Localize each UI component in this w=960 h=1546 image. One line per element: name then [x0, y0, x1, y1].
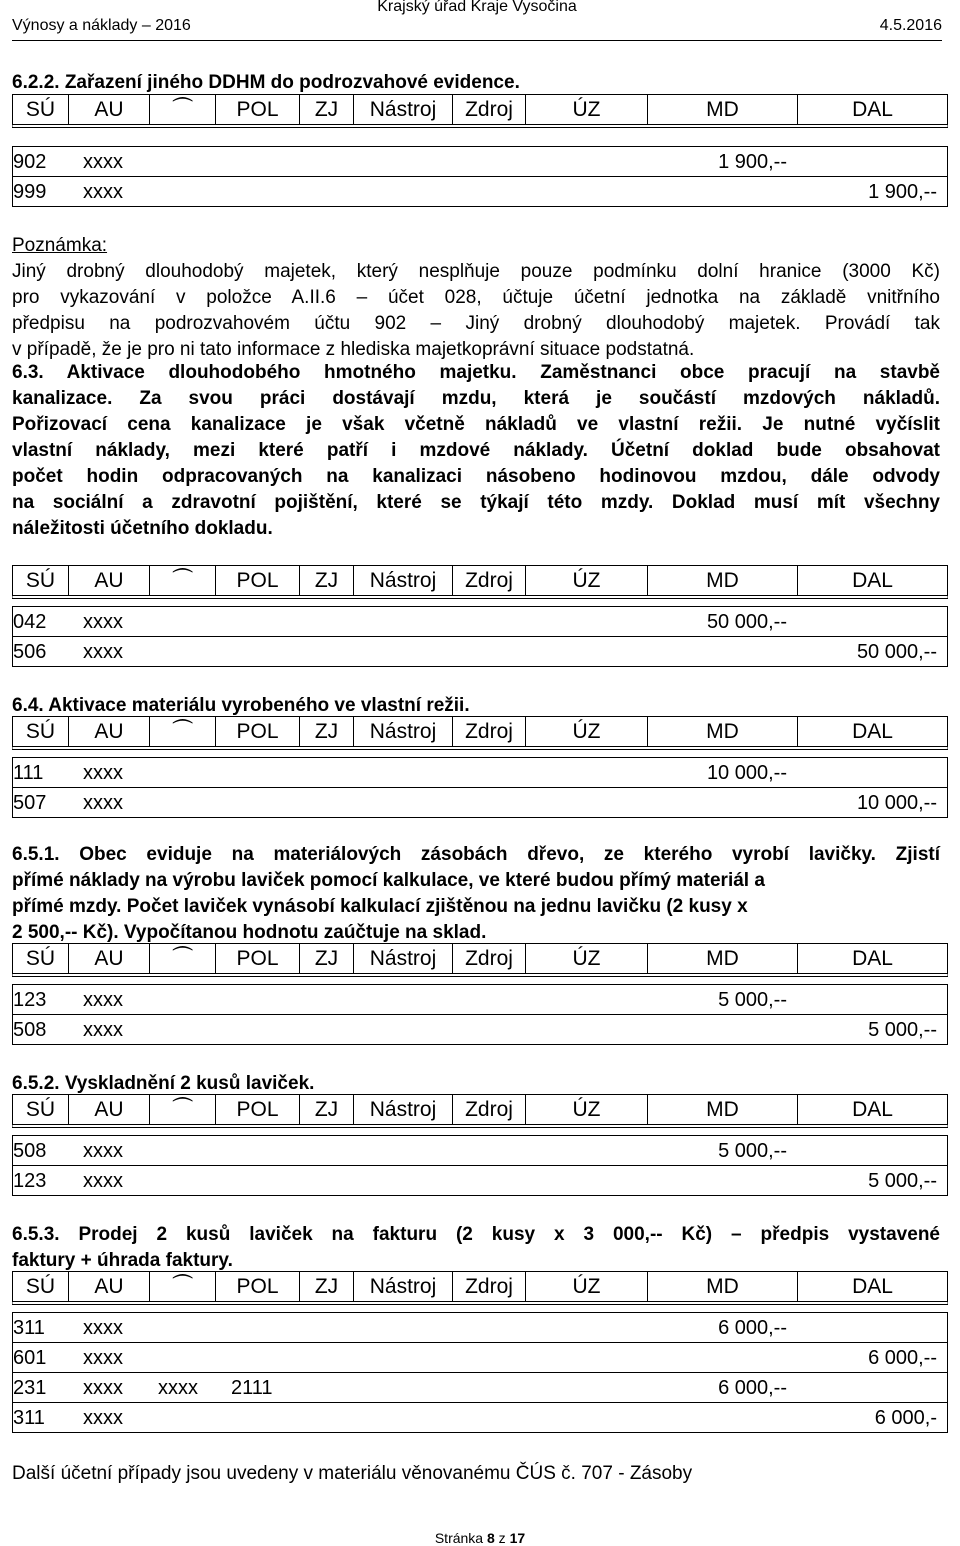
col-zj: ZJ — [300, 1272, 354, 1301]
col-su: SÚ — [13, 944, 69, 973]
cell-md: 1 900,-- — [718, 151, 787, 173]
table-row — [12, 1014, 948, 1045]
note-title: Poznámka: — [12, 235, 108, 256]
col-pol: POL — [216, 566, 300, 595]
text-line: vlastní náklady, mezi které patří i mzdové náklady. Účetní doklad bude obsahovat — [12, 440, 940, 461]
col-au: AU — [69, 944, 150, 973]
cell-md: 10 000,-- — [706, 762, 787, 784]
table-row — [12, 1372, 948, 1403]
text-line: Pořizovací cena kanalizace je však včetně nákladů ve vlastní režii. Je nutné vyčíslit — [12, 414, 940, 435]
text-line: přímé mzdy. Počet laviček vynásobí kalkulací zjištěnou na jednu lavičku (2 kusy x — [12, 896, 748, 917]
cell-au: xxxx — [83, 151, 123, 173]
section-title-622: 6.2.2. Zařazení jiného DDHM do podrozvahové evidence. — [12, 72, 520, 93]
col-md: MD — [648, 944, 798, 973]
col-md: MD — [648, 717, 798, 746]
col-md: MD — [648, 1095, 798, 1124]
table-header — [12, 1271, 948, 1305]
cell-au: xxxx — [83, 989, 123, 1011]
cell-au: xxxx — [83, 1317, 123, 1339]
col-zj: ZJ — [300, 95, 354, 124]
section-title-652: 6.5.2. Vyskladnění 2 kusů laviček. — [12, 1073, 315, 1094]
cell-su: 311 — [13, 1407, 45, 1429]
note-line: předpisu na podrozvahovém účtu 902 – Jiný drobný dlouhodobý majetek. Provádí tak — [12, 313, 940, 334]
cell-su: 508 — [13, 1019, 47, 1041]
col-zj: ZJ — [300, 1095, 354, 1124]
cell-au: xxxx — [83, 792, 123, 814]
col-su: SÚ — [13, 717, 69, 746]
cell-su: 231 — [13, 1377, 47, 1399]
cell-su: 123 — [13, 1170, 47, 1192]
col-nastroj: Nástroj — [354, 1272, 453, 1301]
col-uz: ÚZ — [526, 717, 648, 746]
text-line: 2 500,-- Kč). Vypočítanou hodnotu zaúčtuje na sklad. — [12, 922, 487, 943]
cell-au: xxxx — [83, 181, 123, 203]
table-row — [12, 176, 948, 207]
table-row — [12, 1342, 948, 1373]
cell-su: 123 — [13, 989, 47, 1011]
col-dal: DAL — [852, 719, 893, 743]
col-au: AU — [69, 95, 150, 124]
table-row — [12, 146, 948, 177]
col-au: AU — [69, 1095, 150, 1124]
col-nastroj: Nástroj — [354, 1095, 453, 1124]
cell-su: 506 — [13, 641, 47, 663]
cell-au: xxxx — [83, 762, 123, 784]
col-pol: POL — [216, 717, 300, 746]
cell-au: xxxx — [83, 1407, 123, 1429]
cell-su: 507 — [13, 792, 47, 814]
col-nastroj: Nástroj — [354, 95, 453, 124]
note-line: Jiný drobný dlouhodobý majetek, který nesplňuje pouze podmínku dolní hranice (3000 Kč) — [12, 261, 940, 282]
col-su: SÚ — [13, 1272, 69, 1301]
cell-md: 5 000,-- — [718, 1140, 787, 1162]
table-row — [12, 984, 948, 1015]
col-zj: ZJ — [300, 944, 354, 973]
col-pol: POL — [216, 1095, 300, 1124]
cell-au: xxxx — [83, 641, 123, 663]
text-line: přímé náklady na výrobu laviček pomocí kalkulace, ve které budou přímý materiál a — [12, 870, 765, 891]
table-row — [12, 1165, 948, 1196]
table-row — [12, 757, 948, 788]
text-line: kanalizace. Za svou práci dostávají mzdu, která je součástí mzdových nákladů. — [12, 388, 940, 409]
col-kick: ⏜ — [150, 566, 216, 595]
table-header — [12, 565, 948, 599]
col-dal: DAL — [852, 97, 893, 121]
section-title-64: 6.4. Aktivace materiálu vyrobeného ve vlastní režii. — [12, 695, 470, 716]
col-kick: ⏜ — [150, 95, 216, 124]
page-footer — [0, 1530, 960, 1546]
col-zdroj: Zdroj — [453, 566, 526, 595]
note-paragraph — [12, 233, 940, 363]
cell-su: 999 — [13, 181, 47, 203]
table-row — [12, 606, 948, 637]
col-uz: ÚZ — [526, 566, 648, 595]
cell-su: 902 — [13, 151, 47, 173]
cell-su: 508 — [13, 1140, 47, 1162]
page-number: 8 — [486, 1530, 495, 1546]
table-row — [12, 1312, 948, 1343]
header-date: 4.5.2016 — [879, 17, 942, 34]
cell-au: xxxx — [83, 1347, 123, 1369]
cell-md: 50 000,-- — [706, 611, 787, 633]
col-su: SÚ — [13, 95, 69, 124]
col-md: MD — [648, 1272, 798, 1301]
cell-au: xxxx — [83, 1140, 123, 1162]
closing-text: Další účetní případy jsou uvedeny v materiálu věnovanému ČÚS č. 707 - Zásoby — [12, 1463, 693, 1484]
cell-extra: xxxx — [158, 1377, 198, 1399]
col-dal: DAL — [852, 568, 893, 592]
col-dal: DAL — [852, 1274, 893, 1298]
cell-dal: 50 000,-- — [856, 641, 937, 663]
col-uz: ÚZ — [526, 944, 648, 973]
section-651-text — [12, 842, 940, 946]
col-zdroj: Zdroj — [453, 717, 526, 746]
col-pol: POL — [216, 95, 300, 124]
col-dal: DAL — [852, 1097, 893, 1121]
col-md: MD — [648, 566, 798, 595]
cell-md: 6 000,-- — [718, 1377, 787, 1399]
cell-su: 111 — [13, 762, 44, 784]
page-header — [12, 0, 942, 41]
col-su: SÚ — [13, 1095, 69, 1124]
col-zj: ZJ — [300, 717, 354, 746]
col-uz: ÚZ — [526, 1095, 648, 1124]
table-header — [12, 716, 948, 750]
col-kick: ⏜ — [150, 944, 216, 973]
cell-dal: 5 000,-- — [868, 1170, 937, 1192]
text-line: na sociální a zdravotní pojištění, které se týkají této mzdy. Doklad musí mít všechny — [12, 492, 940, 513]
col-au: AU — [69, 566, 150, 595]
footer-mid: z — [494, 1530, 510, 1546]
note-line: v případě, že je pro ni tato informace z hlediska majetkoprávní situace podstatná. — [12, 339, 695, 360]
table-row — [12, 1402, 948, 1433]
cell-pol: 2111 — [231, 1377, 273, 1399]
cell-su: 601 — [13, 1347, 47, 1369]
text-line: počet hodin odpracovaných na kanalizaci násobeno hodinovou mzdou, dále odvody — [12, 466, 940, 487]
section-63-text — [12, 360, 940, 542]
col-au: AU — [69, 717, 150, 746]
cell-su: 311 — [13, 1317, 45, 1339]
cell-dal: 1 900,-- — [868, 181, 937, 203]
text-line: 6.3. Aktivace dlouhodobého hmotného majetku. Zaměstnanci obce pracují na stavbě — [12, 362, 940, 383]
text-line: náležitosti účetního dokladu. — [12, 518, 273, 539]
col-zdroj: Zdroj — [453, 1272, 526, 1301]
cell-md: 5 000,-- — [718, 989, 787, 1011]
table-row — [12, 787, 948, 818]
cell-su: 042 — [13, 611, 47, 633]
section-653-text — [12, 1222, 940, 1274]
cell-au: xxxx — [83, 1019, 123, 1041]
footer-prefix: Stránka — [434, 1530, 487, 1546]
cell-dal: 6 000,- — [874, 1407, 937, 1429]
cell-dal: 6 000,-- — [868, 1347, 937, 1369]
header-center: Krajský úřad Kraje Vysočina — [377, 0, 577, 15]
col-dal: DAL — [852, 946, 893, 970]
col-kick: ⏜ — [150, 1272, 216, 1301]
col-zdroj: Zdroj — [453, 944, 526, 973]
table-row — [12, 636, 948, 667]
col-pol: POL — [216, 944, 300, 973]
col-nastroj: Nástroj — [354, 944, 453, 973]
col-nastroj: Nástroj — [354, 566, 453, 595]
table-header — [12, 1094, 948, 1128]
cell-md: 6 000,-- — [718, 1317, 787, 1339]
note-line: pro vykazování v položce A.II.6 – účet 028, účtuje účetní jednotka na základě vnitřního — [12, 287, 940, 308]
col-kick: ⏜ — [150, 1095, 216, 1124]
text-line: 6.5.3. Prodej 2 kusů laviček na fakturu (2 kusy x 3 000,-- Kč) – předpis vystavené — [12, 1224, 940, 1245]
col-uz: ÚZ — [526, 1272, 648, 1301]
cell-au: xxxx — [83, 1170, 123, 1192]
table-header — [12, 94, 948, 128]
col-nastroj: Nástroj — [354, 717, 453, 746]
header-left: Výnosy a náklady – 2016 — [12, 17, 191, 34]
cell-dal: 10 000,-- — [856, 792, 937, 814]
col-uz: ÚZ — [526, 95, 648, 124]
page-total: 17 — [509, 1530, 526, 1546]
cell-au: xxxx — [83, 611, 123, 633]
text-line: 6.5.1. Obec eviduje na materiálových zásobách dřevo, ze kterého vyrobí lavičky. Zjistí — [12, 844, 940, 865]
table-row — [12, 1135, 948, 1166]
col-zdroj: Zdroj — [453, 1095, 526, 1124]
col-su: SÚ — [13, 566, 69, 595]
table-header — [12, 943, 948, 977]
col-pol: POL — [216, 1272, 300, 1301]
cell-dal: 5 000,-- — [868, 1019, 937, 1041]
col-kick: ⏜ — [150, 717, 216, 746]
col-au: AU — [69, 1272, 150, 1301]
col-zj: ZJ — [300, 566, 354, 595]
text-line: faktury + úhrada faktury. — [12, 1250, 233, 1271]
col-zdroj: Zdroj — [453, 95, 526, 124]
col-md: MD — [648, 95, 798, 124]
cell-au: xxxx — [83, 1377, 123, 1399]
